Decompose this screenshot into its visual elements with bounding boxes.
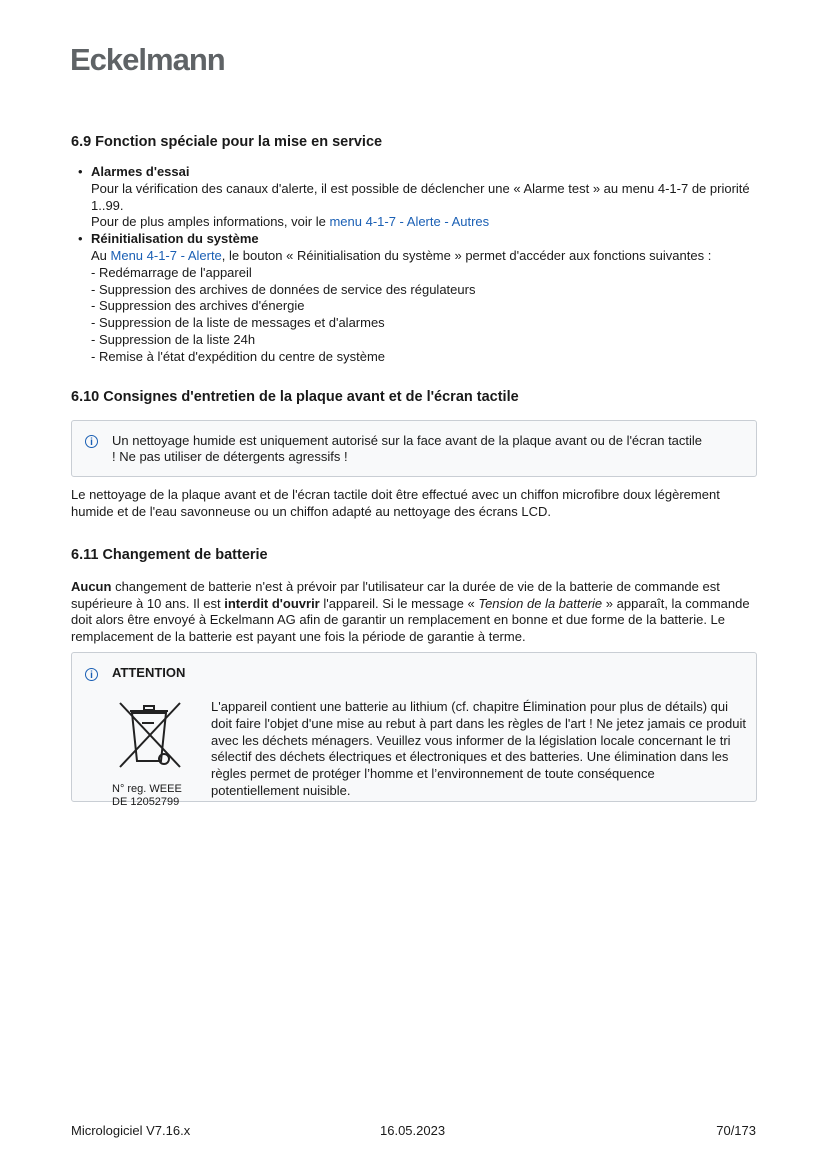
function-line: - Redémarrage de l'appareil — [91, 264, 252, 280]
weee-label: N° reg. WEEE — [112, 782, 182, 795]
bold-text: Aucun — [71, 578, 112, 594]
section-6-9-title: 6.9 Fonction spéciale pour la mise en service — [71, 134, 383, 150]
list-item — [91, 164, 757, 231]
info-note — [71, 420, 757, 478]
info-icon: i — [85, 435, 98, 448]
paragraph — [71, 579, 757, 646]
paragraph: Le nettoyage de la plaque avant et de l'écran tactile doit être effectué avec un chiffon microfibre doux légèrement humide et de l'eau savonneuse ou un chiffon adapté au nettoyage des écrans LCD. — [71, 487, 720, 519]
item-text: , le bouton « Réinitialisation du système » permet d'accéder aux fonctions suivantes : — [221, 247, 712, 263]
attention-title: ATTENTION — [112, 664, 186, 680]
weee-crossed-bin-icon — [118, 701, 182, 769]
menu-link[interactable]: menu 4-1-7 - Alerte - Autres — [329, 214, 490, 230]
item-text: Au — [91, 247, 111, 263]
function-line: - Remise à l'état d'expédition du centre de système — [91, 348, 386, 364]
function-line: - Suppression de la liste 24h — [91, 331, 256, 347]
list-item — [91, 231, 757, 365]
footer-date: 16.05.2023 — [380, 1123, 446, 1138]
eckelmann-logo: Eckelmann — [70, 42, 225, 77]
text: l'appareil. Si le message « — [319, 595, 479, 611]
weee-number: DE 12052799 — [112, 795, 180, 808]
function-line: - Suppression de la liste de messages et d'alarmes — [91, 315, 385, 331]
footer-page-number: 70/173 — [716, 1123, 756, 1138]
note-text: Un nettoyage humide est uniquement autorisé sur la face avant de la plaque avant ou de l'écran tactile ! Ne pas utiliser de détergents agressifs ! — [112, 432, 703, 465]
bold-text: interdit d'ouvrir — [224, 595, 320, 611]
footer-firmware: Micrologiciel V7.16.x — [71, 1123, 191, 1138]
info-icon: i — [85, 668, 98, 681]
attention-box — [71, 652, 757, 808]
weee-registration — [112, 783, 182, 809]
menu-link[interactable]: Menu 4-1-7 - Alerte — [110, 247, 222, 263]
item-title: Réinitialisation du système — [91, 231, 259, 247]
attention-text: L'appareil contient une batterie au lithium (cf. chapitre Élimination pour plus de détails) qui doit faire l'objet d'une mise au rebut à part dans les règles de l'art ! Ne jetez jamais ce produit avec les déchets ménagers. Veuillez vous informer de la législation locale concernant le tri sélectif des déchets électriques et électroniques et des batteries. Une élimination dans les règles permet de protéger l’homme et l’environnement de toute conséquence potentiellement nuisible. — [211, 698, 746, 798]
section-6-10-title: 6.10 Consignes d'entretien de la plaque avant et de l'écran tactile — [71, 388, 519, 405]
section-6-11-title: 6.11 Changement de batterie — [71, 546, 268, 563]
text: changement de batterie n'est à prévoir par l'utilisateur car la durée de vie de la batterie de commande est supérieure à 10 ans. Il est — [71, 578, 720, 611]
item-text: Pour la vérification des canaux d'alerte, il est possible de déclencher une « Alarme test » au menu 4-1-7 de priorité 1..99. — [91, 180, 750, 213]
item-title: Alarmes d'essai — [91, 164, 190, 179]
italic-text: Tension de la batterie — [478, 595, 603, 611]
section-6-9-list — [71, 164, 757, 366]
text: » apparaît, la commande doit alors être envoyé à Eckelmann AG afin de garantir un remplacement en bonne et due forme de la batterie. Le remplacement de la batterie est payant une fois la période de garantie à terme. — [71, 595, 750, 645]
item-text: Pour de plus amples informations, voir le — [91, 214, 330, 230]
function-line: - Suppression des archives de données de service des régulateurs — [91, 281, 476, 297]
function-line: - Suppression des archives d'énergie — [91, 298, 305, 314]
